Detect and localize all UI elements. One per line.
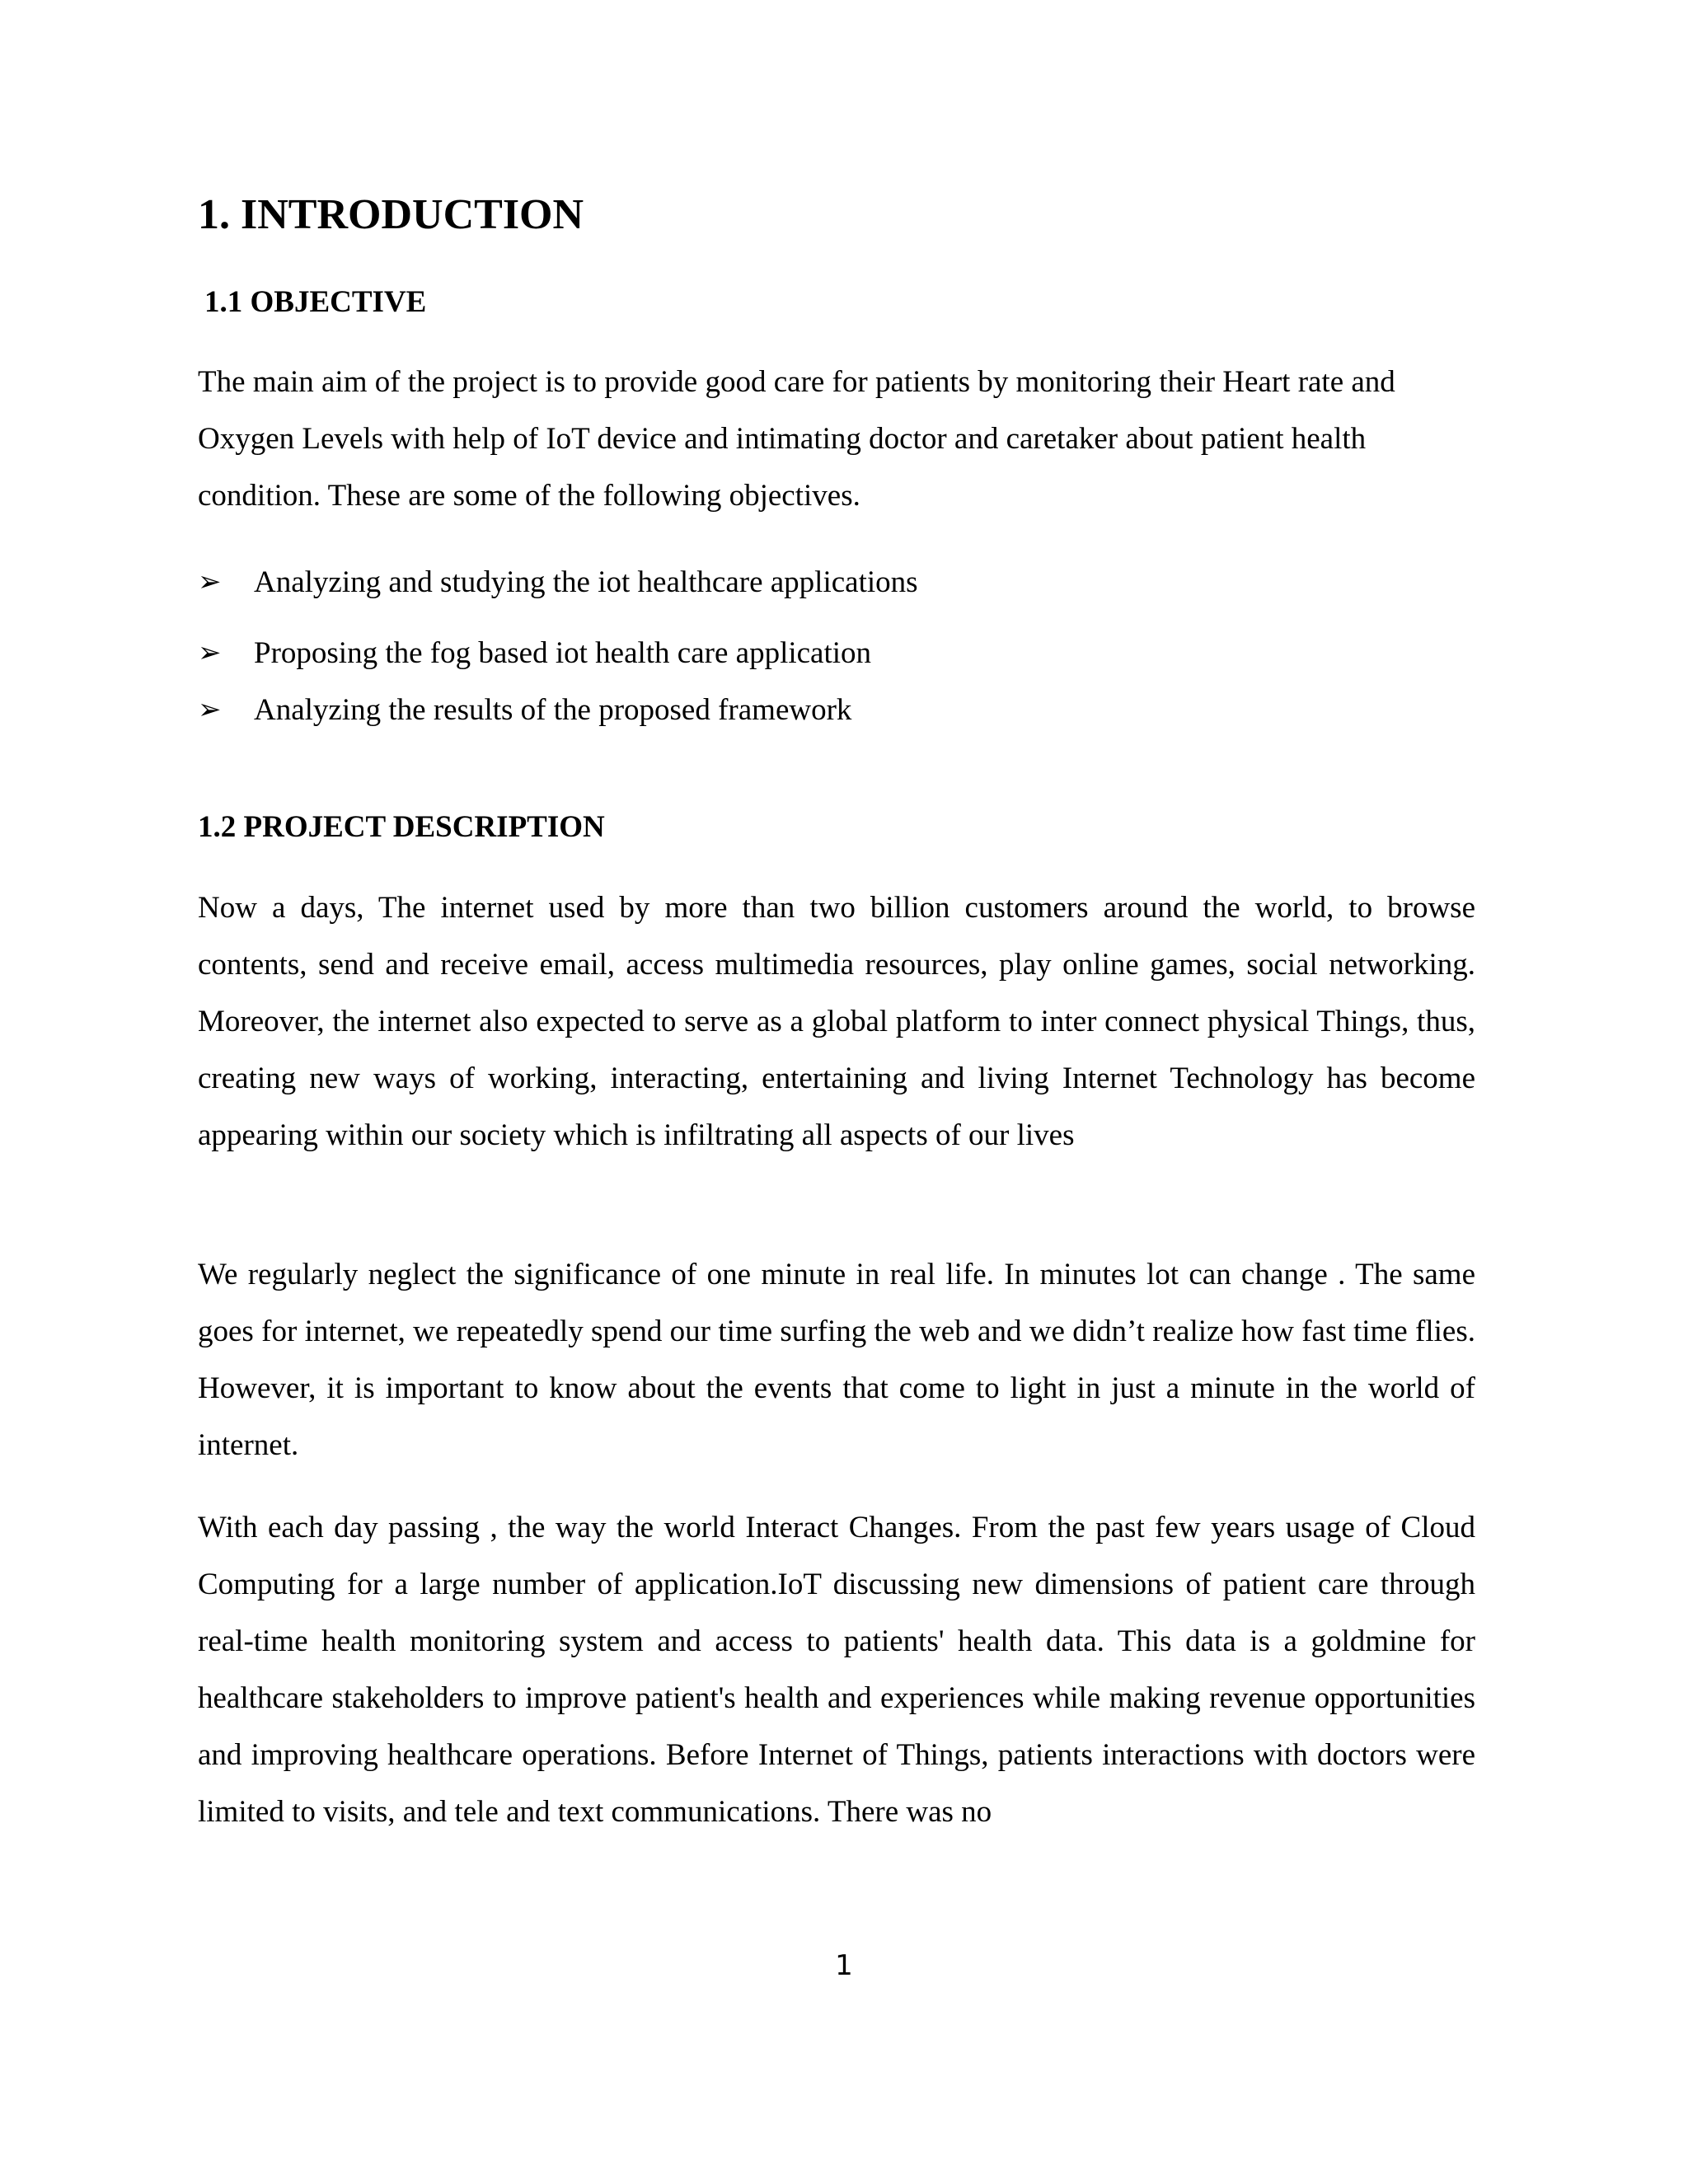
objective-paragraph: The main aim of the project is to provide good care for patients by monitoring their Heart rate and Oxygen Levels with help of IoT device and intimating doctor and caretaker about patient health condition. These are some of the following objectives. xyxy=(198,365,1395,513)
list-item-text: Proposing the fog based iot health care application xyxy=(254,636,872,670)
arrow-bullet-icon: ➢ xyxy=(198,693,222,726)
objectives-list xyxy=(198,554,918,738)
list-item-text: Analyzing and studying the iot healthcare applications xyxy=(254,565,918,599)
list-item xyxy=(198,682,918,738)
list-item xyxy=(198,625,918,682)
list-item xyxy=(198,554,918,611)
page-number: 1 xyxy=(835,1949,853,1982)
arrow-bullet-icon: ➢ xyxy=(198,636,222,669)
chapter-heading: 1. INTRODUCTION xyxy=(198,191,584,238)
description-paragraph-2: We regularly neglect the significance of one minute in real life. In minutes lot can change . The same goes for internet, we repeatedly spend our time surfing the web and we didn’t realize how fast time flies. However, it is important to know about the events that come to light in just a minute in the world of internet. xyxy=(198,1258,1475,1462)
arrow-bullet-icon: ➢ xyxy=(198,565,222,598)
description-paragraph-1: Now a days, The internet used by more than two billion customers around the world, to browse contents, send and receive email, access multimedia resources, play online games, social networking. Moreover, the internet also expected to serve as a global platform to inter connect physical Things, thus, creating new ways of working, interacting, entertaining and living Internet Technology has become appearing within our society which is infiltrating all aspects of our lives xyxy=(198,891,1475,1152)
section-heading-objective: 1.1 OBJECTIVE xyxy=(204,285,427,319)
section-heading-project-description: 1.2 PROJECT DESCRIPTION xyxy=(198,810,605,844)
description-paragraph-3: With each day passing , the way the world Interact Changes. From the past few years usage of Cloud Computing for a large number of application.IoT discussing new dimensions of patient care through real-time health monitoring system and access to patients' health data. This data is a goldmine for healthcare stakeholders to improve patient's health and experiences while making revenue opportunities and improving healthcare operations. Before Internet of Things, patients interactions with doctors were limited to visits, and tele and text communications. There was no xyxy=(198,1511,1475,1829)
list-item-text: Analyzing the results of the proposed framework xyxy=(254,693,852,727)
